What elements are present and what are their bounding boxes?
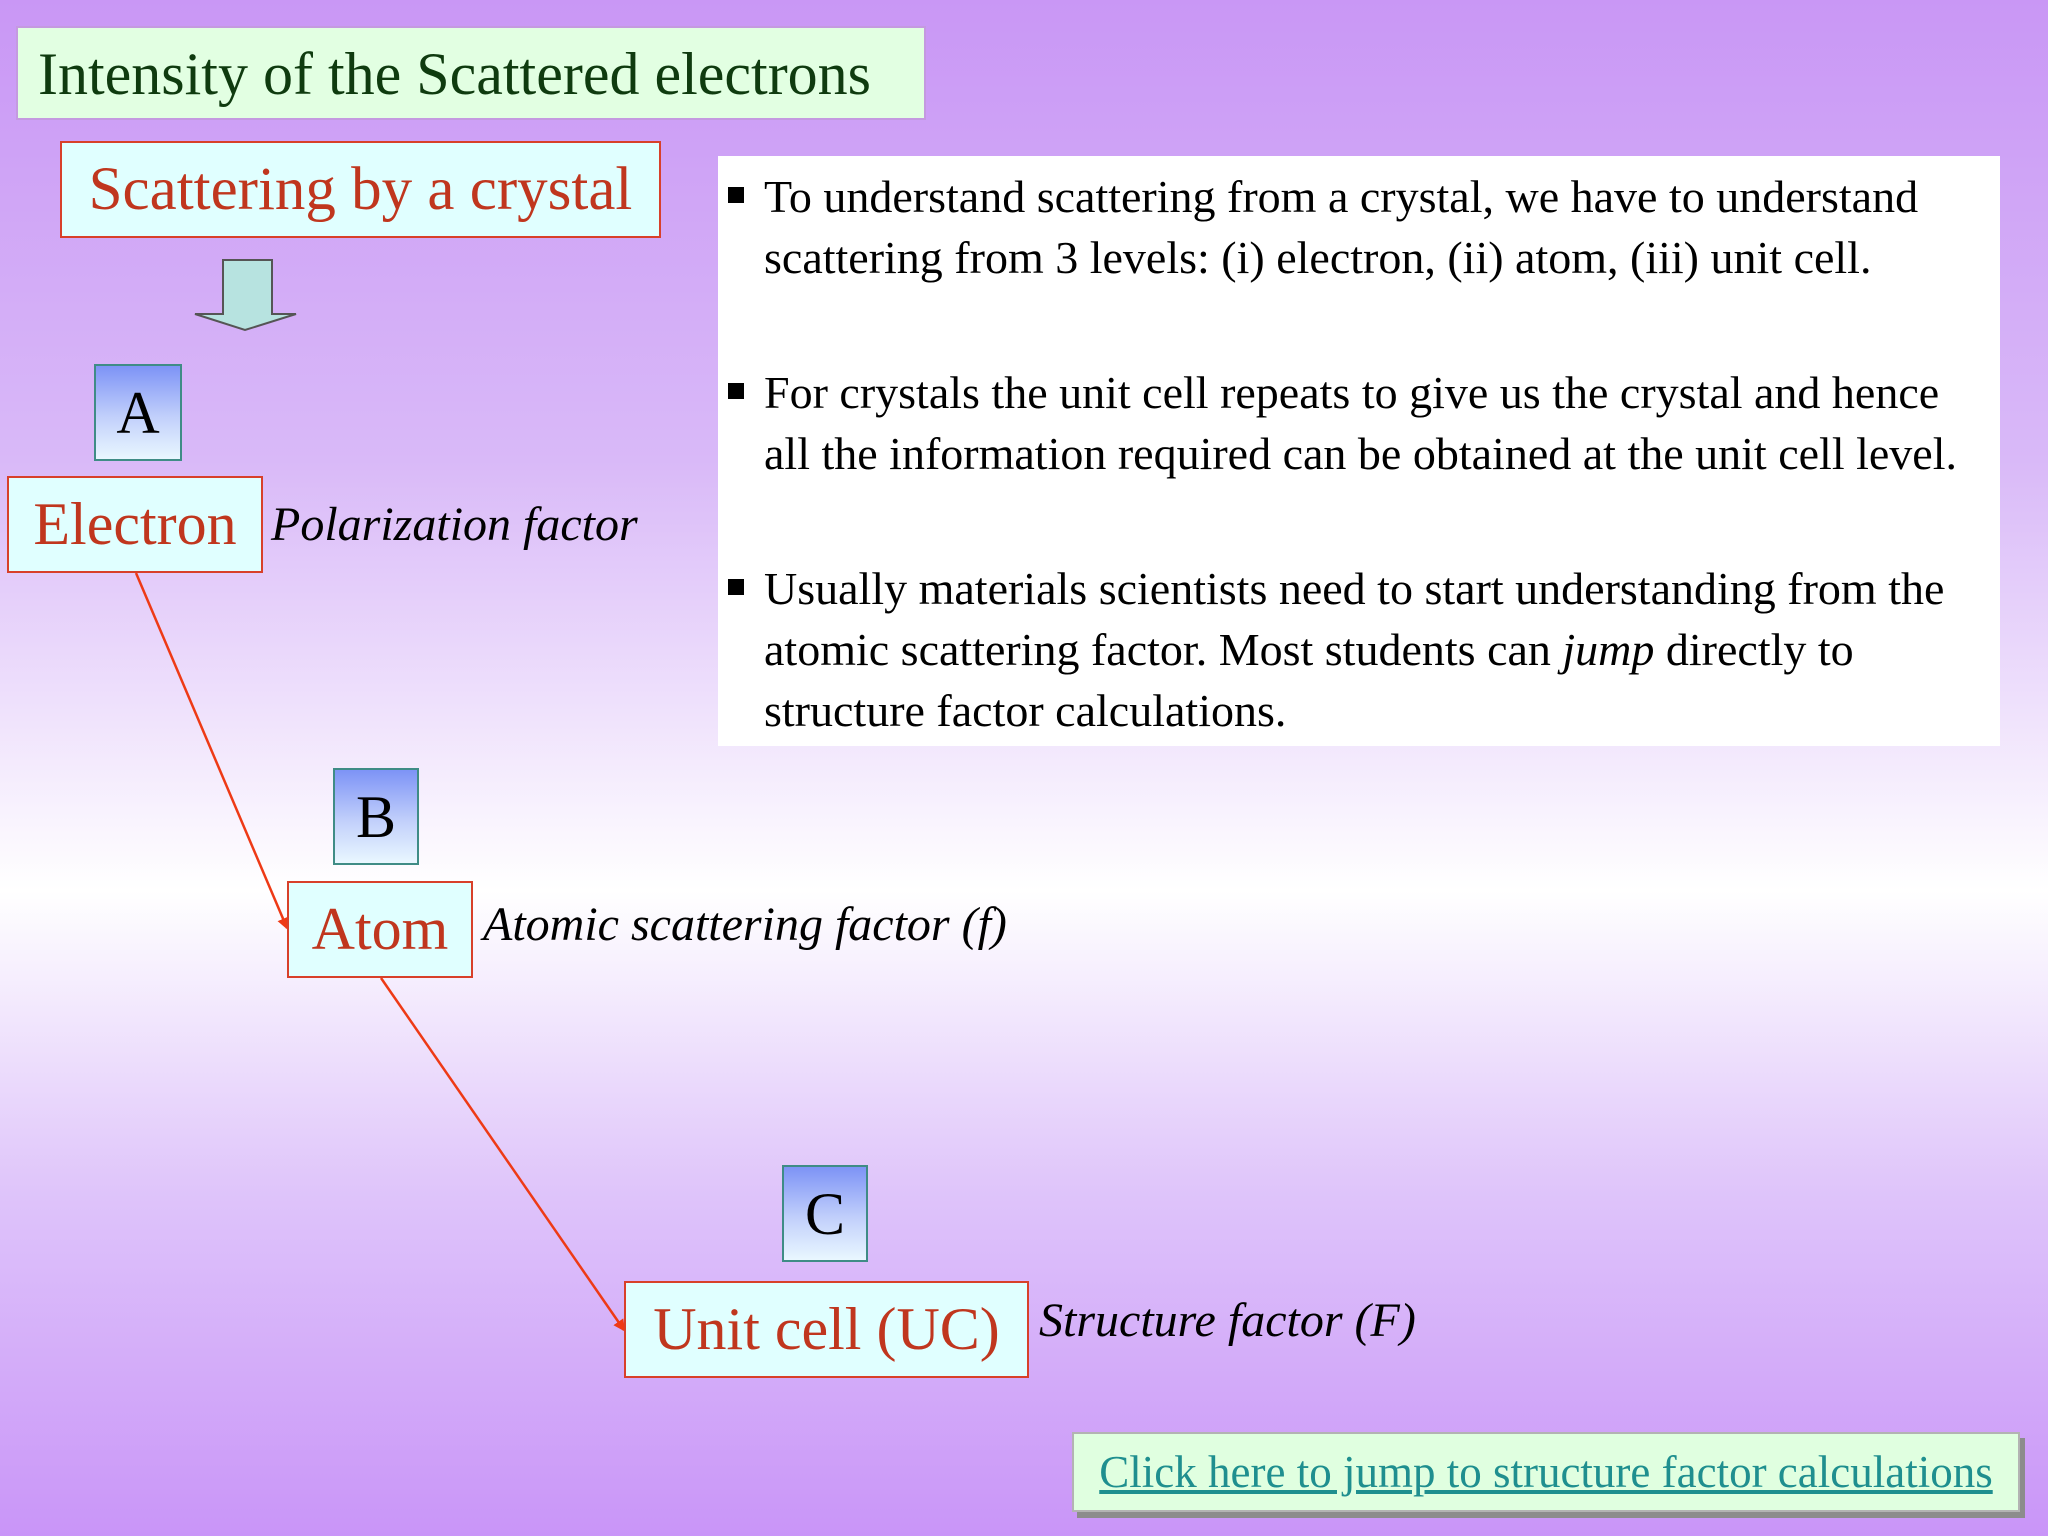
unit-cell-box: Unit cell (UC): [624, 1281, 1029, 1378]
slide-title: Intensity of the Scattered electrons: [16, 26, 926, 120]
atomic-scattering-factor-label: Atomic scattering factor (f): [483, 898, 1007, 951]
square-bullet-icon: [728, 383, 744, 399]
jump-link-box[interactable]: [1072, 1432, 2020, 1512]
bullet-item: [764, 362, 1994, 484]
jump-to-structure-factor-link[interactable]: Click here to jump to structure factor calculations: [1099, 1447, 1993, 1497]
bullet-text-end: directly to structure factor calculations.: [764, 624, 1854, 736]
letter-b-box: B: [333, 768, 419, 865]
bullet-text: To understand scattering from a crystal, we have to understand scattering from 3 levels: (i) electron, (ii) atom, (iii) unit cell.: [764, 171, 1919, 283]
arrow-atom-to-unit-cell: [381, 978, 624, 1330]
subtitle-box: Scattering by a crystal: [60, 141, 661, 238]
structure-factor-label: Structure factor (F): [1039, 1294, 1416, 1347]
letter-a-box: A: [94, 364, 182, 461]
electron-box: Electron: [7, 476, 263, 573]
square-bullet-icon: [728, 579, 744, 595]
letter-c-box: C: [782, 1165, 868, 1262]
bullet-text: For crystals the unit cell repeats to give us the crystal and hence all the information required can be obtained at the unit cell level.: [764, 367, 1957, 479]
bullet-item: [764, 558, 1994, 741]
bullet-item: [764, 166, 1994, 288]
square-bullet-icon: [728, 187, 744, 203]
arrow-electron-to-atom: [136, 573, 287, 928]
bullet-emphasis: jump: [1562, 624, 1655, 675]
atom-box: Atom: [287, 881, 473, 978]
polarization-factor-label: Polarization factor: [271, 498, 638, 551]
down-arrow-icon: [195, 260, 296, 330]
bullet-panel: [718, 156, 2000, 746]
bullet-text: Usually materials scientists need to start understanding from the atomic scattering factor. Most students can: [764, 563, 1945, 675]
